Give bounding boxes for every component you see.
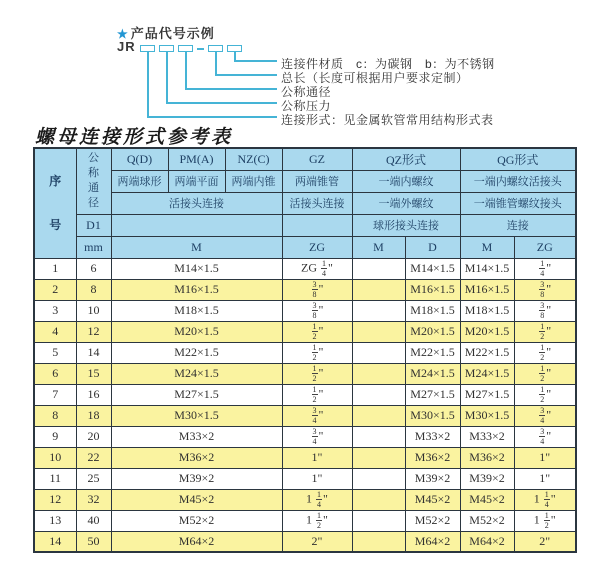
product-code-heading-text: 产品代号示例 <box>130 26 215 41</box>
cell-m: M27×1.5 <box>111 384 282 405</box>
cell-qg-m: M45×2 <box>460 489 514 510</box>
cell-qz-d: M33×2 <box>405 426 460 447</box>
fraction: $\frac{3}{8}$ <box>540 300 545 320</box>
header-qz-d-label: D <box>405 236 460 258</box>
connector-line <box>147 52 149 118</box>
cell-qg-zg: $\frac{1}{2}$ " <box>514 363 576 384</box>
fraction: $\frac{1}{2}$ <box>540 384 545 404</box>
cell-no: 5 <box>34 342 76 363</box>
header-col-q: Q(D) <box>111 148 168 170</box>
table-row <box>34 279 576 300</box>
cell-qz-m <box>352 447 405 468</box>
cell-mm: 50 <box>76 531 111 552</box>
connector-line <box>185 52 187 90</box>
table-row <box>34 447 576 468</box>
cell-gz: $\frac{3}{4}$ " <box>282 405 352 426</box>
header-col-qg: QG形式 <box>460 148 576 170</box>
cell-m: M16×1.5 <box>111 279 282 300</box>
table-row <box>34 426 576 447</box>
cell-qg-m: M39×2 <box>460 468 514 489</box>
cell-qg-zg: 1" <box>514 447 576 468</box>
fraction: $\frac{1}{2}$ <box>540 321 545 341</box>
cell-qz-d: M24×1.5 <box>405 363 460 384</box>
header-qg-m-label: M <box>460 236 514 258</box>
cell-qg-zg: $\frac{3}{4}$ " <box>514 426 576 447</box>
fraction: $\frac{1}{4}$ <box>544 489 549 509</box>
header-serial: 序号 <box>34 148 76 258</box>
cell-gz: 2" <box>282 531 352 552</box>
header-col-pm: PM(A) <box>168 148 225 170</box>
table-header <box>34 148 576 258</box>
code-label-material: 连接件材质 c：为碳钢 b：为不锈钢 <box>281 57 495 71</box>
cell-qg-zg: $\frac{3}{8}$ " <box>514 279 576 300</box>
fraction: $\frac{3}{4}$ <box>312 426 317 446</box>
code-box-5 <box>227 45 242 52</box>
cell-qz-d: M16×1.5 <box>405 279 460 300</box>
cell-mm: 12 <box>76 321 111 342</box>
fraction: $\frac{3}{8}$ <box>540 279 545 299</box>
cell-mm: 16 <box>76 384 111 405</box>
cell-gz: $\frac{1}{2}$ " <box>282 342 352 363</box>
header-qz-sub2: 一端外螺纹 <box>352 192 460 214</box>
connector-line <box>185 88 277 90</box>
header-col-nz: NZ(C) <box>225 148 282 170</box>
code-box-3 <box>178 45 193 52</box>
cell-no: 6 <box>34 363 76 384</box>
cell-no: 8 <box>34 405 76 426</box>
cell-no: 1 <box>34 258 76 279</box>
connector-line <box>166 102 277 104</box>
header-union-connection: 活接头连接 <box>111 192 282 214</box>
cell-mm: 18 <box>76 405 111 426</box>
connector-line <box>215 74 277 76</box>
cell-gz: $\frac{3}{8}$ " <box>282 300 352 321</box>
cell-qz-d: M20×1.5 <box>405 321 460 342</box>
fraction: $\frac{3}{8}$ <box>312 300 317 320</box>
cell-m: M14×1.5 <box>111 258 282 279</box>
cell-gz: 1 $\frac{1}{4}$ " <box>282 489 352 510</box>
table-row <box>34 531 576 552</box>
cell-mm: 22 <box>76 447 111 468</box>
cell-m: M45×2 <box>111 489 282 510</box>
cell-gz: 1" <box>282 447 352 468</box>
fraction: $\frac{1}{2}$ <box>317 510 322 530</box>
cell-mm: 20 <box>76 426 111 447</box>
cell-qg-m: M24×1.5 <box>460 363 514 384</box>
cell-qz-m <box>352 405 405 426</box>
cell-m: M33×2 <box>111 426 282 447</box>
connector-line <box>234 60 277 62</box>
header-q-sub: 两端球形 <box>111 170 168 192</box>
cell-qz-d: M45×2 <box>405 489 460 510</box>
cell-no: 4 <box>34 321 76 342</box>
cell-qz-d: M39×2 <box>405 468 460 489</box>
header-union-connection-gz: 活接头连接 <box>282 192 352 214</box>
cell-qz-m <box>352 300 405 321</box>
cell-gz: ZG $\frac{1}{4}$ " <box>282 258 352 279</box>
cell-no: 2 <box>34 279 76 300</box>
cell-no: 12 <box>34 489 76 510</box>
table-row <box>34 300 576 321</box>
cell-no: 7 <box>34 384 76 405</box>
cell-qg-m: M27×1.5 <box>460 384 514 405</box>
cell-gz: $\frac{1}{2}$ " <box>282 363 352 384</box>
cell-m: M52×2 <box>111 510 282 531</box>
table-title: 螺母连接形式参考表 <box>35 127 234 148</box>
cell-qg-m: M30×1.5 <box>460 405 514 426</box>
cell-qz-m <box>352 321 405 342</box>
cell-m: M22×1.5 <box>111 342 282 363</box>
fraction: $\frac{3}{4}$ <box>540 426 545 446</box>
cell-gz: $\frac{3}{4}$ " <box>282 426 352 447</box>
cell-qz-m <box>352 510 405 531</box>
cell-m: M18×1.5 <box>111 300 282 321</box>
header-qz-sub3: 球形接头连接 <box>352 214 460 236</box>
cell-m: M39×2 <box>111 468 282 489</box>
table-row <box>34 321 576 342</box>
cell-gz: 1" <box>282 468 352 489</box>
code-label-length: 总长（长度可根据用户要求定制） <box>281 71 469 85</box>
header-m-label: M <box>111 236 282 258</box>
table-body <box>34 258 576 552</box>
cell-mm: 25 <box>76 468 111 489</box>
cell-qz-d: M27×1.5 <box>405 384 460 405</box>
cell-qg-zg: $\frac{3}{4}$ " <box>514 405 576 426</box>
cell-qg-zg: 2" <box>514 531 576 552</box>
table-row <box>34 489 576 510</box>
fraction: $\frac{3}{8}$ <box>312 279 317 299</box>
cell-qg-zg: 1 $\frac{1}{2}$ " <box>514 510 576 531</box>
code-label-connection: 连接形式：见金属软管常用结构形式表 <box>281 113 494 127</box>
header-col-gz: GZ <box>282 148 352 170</box>
cell-m: M24×1.5 <box>111 363 282 384</box>
cell-qz-d: M14×1.5 <box>405 258 460 279</box>
header-gz-sub: 两端锥管 <box>282 170 352 192</box>
fraction: $\frac{1}{4}$ <box>540 258 545 278</box>
cell-gz: 1 $\frac{1}{2}$ " <box>282 510 352 531</box>
cell-qg-m: M14×1.5 <box>460 258 514 279</box>
table-row <box>34 342 576 363</box>
cell-no: 13 <box>34 510 76 531</box>
cell-qz-m <box>352 342 405 363</box>
cell-qz-d: M22×1.5 <box>405 342 460 363</box>
cell-gz: $\frac{1}{2}$ " <box>282 321 352 342</box>
cell-mm: 10 <box>76 300 111 321</box>
table-row <box>34 405 576 426</box>
cell-qg-zg: $\frac{1}{2}$ " <box>514 342 576 363</box>
cell-qg-m: M33×2 <box>460 426 514 447</box>
header-qg-zg-label: ZG <box>514 236 576 258</box>
code-label-diameter: 公称通径 <box>281 85 332 99</box>
cell-no: 3 <box>34 300 76 321</box>
header-mm: mm <box>76 236 111 258</box>
cell-qz-m <box>352 426 405 447</box>
star-icon: ★ <box>117 27 129 41</box>
cell-qz-m <box>352 279 405 300</box>
cell-no: 14 <box>34 531 76 552</box>
product-code-prefix: JR <box>117 39 136 54</box>
cell-qg-m: M52×2 <box>460 510 514 531</box>
cell-qg-zg: 1 $\frac{1}{4}$ " <box>514 489 576 510</box>
cell-qg-zg: $\frac{1}{2}$ " <box>514 384 576 405</box>
fraction: $\frac{1}{2}$ <box>312 342 317 362</box>
cell-mm: 15 <box>76 363 111 384</box>
connector-line <box>215 52 217 76</box>
header-pm-sub: 两端平面 <box>168 170 225 192</box>
cell-qg-m: M36×2 <box>460 447 514 468</box>
cell-no: 11 <box>34 468 76 489</box>
cell-m: M36×2 <box>111 447 282 468</box>
connector-line <box>166 52 168 104</box>
header-zg-label: ZG <box>282 236 352 258</box>
fraction: $\frac{1}{2}$ <box>540 363 545 383</box>
cell-qz-d: M30×1.5 <box>405 405 460 426</box>
fraction: $\frac{3}{4}$ <box>540 405 545 425</box>
table-row <box>34 258 576 279</box>
header-empty-left <box>111 214 282 236</box>
cell-mm: 8 <box>76 279 111 300</box>
code-label-pressure: 公称压力 <box>281 99 332 113</box>
cell-qg-zg: 1" <box>514 468 576 489</box>
fraction: $\frac{1}{2}$ <box>312 363 317 383</box>
fraction: $\frac{1}{2}$ <box>540 342 545 362</box>
cell-gz: $\frac{3}{8}$ " <box>282 279 352 300</box>
header-nz-sub: 两端内锥 <box>225 170 282 192</box>
header-nominal-diameter: 公称通径 <box>76 148 111 214</box>
fraction: $\frac{3}{4}$ <box>312 405 317 425</box>
table-row <box>34 468 576 489</box>
cell-qz-d: M18×1.5 <box>405 300 460 321</box>
cell-qz-m <box>352 363 405 384</box>
cell-qg-m: M18×1.5 <box>460 300 514 321</box>
header-qz-sub1: 一端内螺纹 <box>352 170 460 192</box>
cell-mm: 32 <box>76 489 111 510</box>
code-dash <box>197 48 204 50</box>
cell-gz: $\frac{1}{2}$ " <box>282 384 352 405</box>
header-col-qz: QZ形式 <box>352 148 460 170</box>
cell-qg-m: M22×1.5 <box>460 342 514 363</box>
cell-qz-m <box>352 384 405 405</box>
header-qg-sub3: 连接 <box>460 214 576 236</box>
fraction: $\frac{1}{2}$ <box>312 321 317 341</box>
cell-mm: 6 <box>76 258 111 279</box>
cell-m: M20×1.5 <box>111 321 282 342</box>
fraction: $\frac{1}{2}$ <box>312 384 317 404</box>
cell-no: 10 <box>34 447 76 468</box>
cell-qg-m: M16×1.5 <box>460 279 514 300</box>
fraction: $\frac{1}{4}$ <box>322 258 327 278</box>
cell-qz-m <box>352 531 405 552</box>
table-row <box>34 384 576 405</box>
fraction: $\frac{1}{2}$ <box>544 510 549 530</box>
cell-no: 9 <box>34 426 76 447</box>
connector-line <box>147 116 277 118</box>
code-box-2 <box>159 45 174 52</box>
code-box-1 <box>140 45 155 52</box>
cell-qg-m: M20×1.5 <box>460 321 514 342</box>
table-row <box>34 510 576 531</box>
cell-qz-m <box>352 468 405 489</box>
header-empty-gz <box>282 214 352 236</box>
cell-qz-d: M36×2 <box>405 447 460 468</box>
cell-m: M64×2 <box>111 531 282 552</box>
cell-qz-m <box>352 489 405 510</box>
cell-mm: 40 <box>76 510 111 531</box>
header-qg-sub2: 一端锥管螺纹接头 <box>460 192 576 214</box>
header-qg-sub1: 一端内螺纹活接头 <box>460 170 576 192</box>
header-d1: D1 <box>76 214 111 236</box>
cell-qg-m: M64×2 <box>460 531 514 552</box>
cell-qg-zg: $\frac{3}{8}$ " <box>514 300 576 321</box>
cell-qz-d: M52×2 <box>405 510 460 531</box>
cell-qz-d: M64×2 <box>405 531 460 552</box>
header-qz-m-label: M <box>352 236 405 258</box>
cell-mm: 14 <box>76 342 111 363</box>
cell-qz-m <box>352 258 405 279</box>
nut-connection-table <box>33 147 577 553</box>
cell-qg-zg: $\frac{1}{4}$ " <box>514 258 576 279</box>
code-box-4 <box>208 45 223 52</box>
cell-qg-zg: $\frac{1}{2}$ " <box>514 321 576 342</box>
table-row <box>34 363 576 384</box>
fraction: $\frac{1}{4}$ <box>317 489 322 509</box>
cell-m: M30×1.5 <box>111 405 282 426</box>
